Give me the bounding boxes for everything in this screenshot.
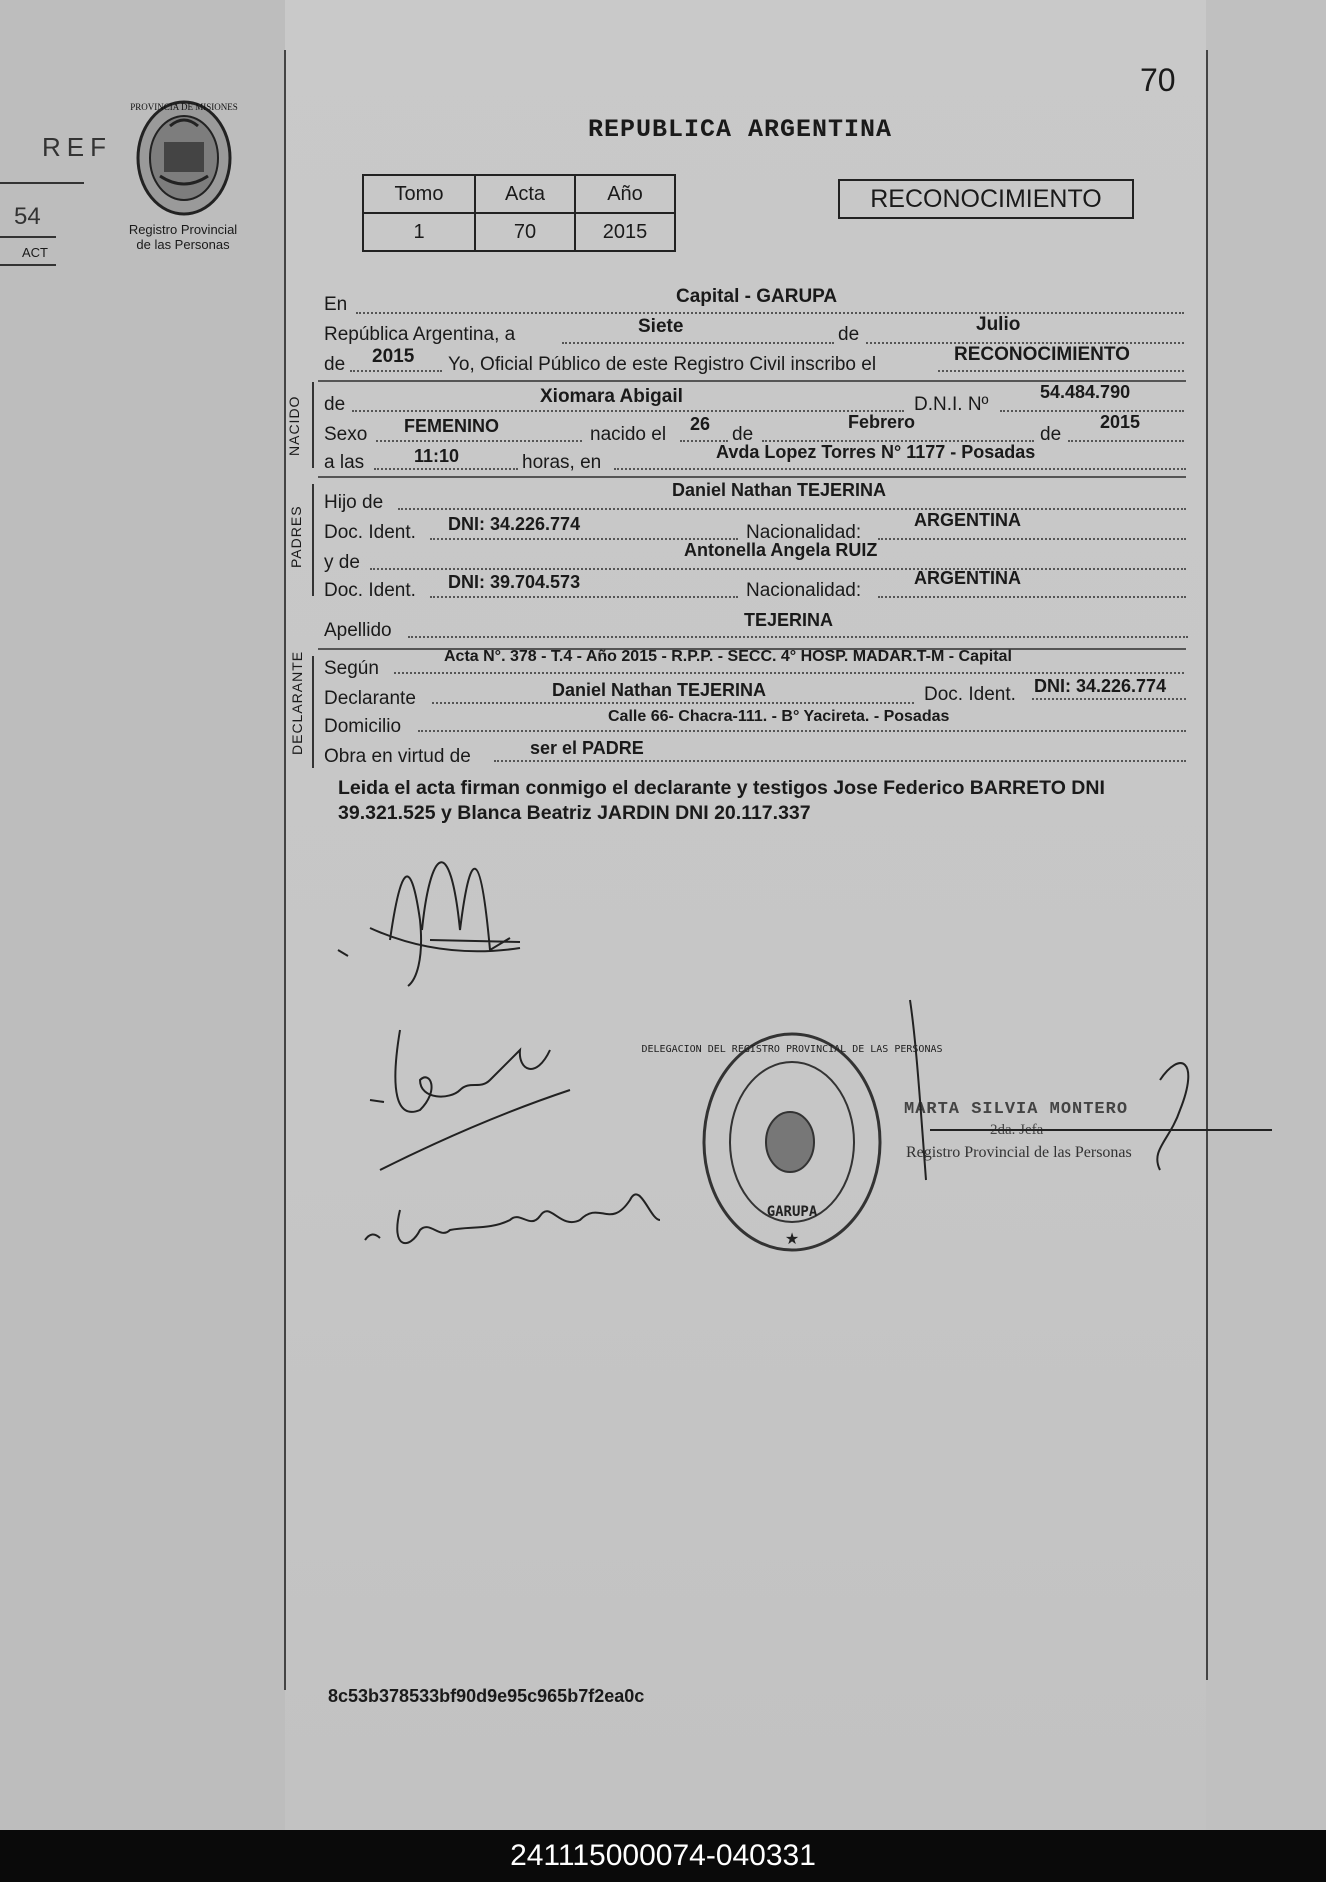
value-padre-nacionalidad: ARGENTINA [914,510,1021,530]
act-type-box: RECONOCIMIENTO [838,179,1134,219]
registry-table [362,174,676,252]
adjacent-page-act-fragment: ACT [22,245,48,260]
registry-logo [130,96,238,224]
label-doc-ident-2: Doc. Ident. [324,580,416,601]
value-padre-doc: DNI: 34.226.774 [448,514,581,534]
label-nacionalidad-2: Nacionalidad: [746,580,862,601]
value-madre-nacionalidad: ARGENTINA [914,568,1021,588]
registry-value-tomo: 1 [363,213,475,251]
label-y-de: y de [324,552,360,573]
dotted-line [408,636,1188,638]
label-de-1: de [838,324,860,345]
label-yo-oficial: Yo, Oficial Público de este Registro Civil inscribo el [448,354,877,375]
value-dia: Siete [638,316,684,337]
registry-table-value-row [363,213,675,251]
dotted-line [1068,440,1184,442]
value-nac-mes: Febrero [848,412,916,432]
value-apellido: TEJERINA [744,610,834,630]
label-horas-en: horas, en [522,452,602,473]
value-mes: Julio [976,314,1021,335]
dotted-line [878,596,1186,598]
logo-caption-line-2: de las Personas [136,237,230,252]
value-lugar-nacimiento: Avda Lopez Torres N° 1177 - Posadas [716,442,1036,462]
signature-testigo-1 [360,1010,590,1160]
stamp-ring-text: DELEGACION DEL REGISTRO PROVINCIAL DE LAS PERSONAS [641,1044,943,1055]
signature-official [820,1000,1280,1200]
logo-ring-text: PROVINCIA DE MISIONES [130,102,238,112]
left-page-strip [0,0,285,1830]
official-name: MARTA SILVIA MONTERO [904,1100,1129,1119]
signature-declarante [320,810,560,1000]
label-de-4: de [1040,424,1062,445]
value-nac-dia: 26 [690,414,711,434]
document-hash: 8c53b378533bf90d9e95c965b7f2ea0c [328,1686,645,1706]
dotted-line [356,312,1184,314]
left-margin-line [284,50,286,1690]
dotted-line [430,596,738,598]
label-doc-ident-1: Doc. Ident. [324,522,416,543]
dotted-line [1032,698,1186,700]
footer-code: 241115000074-040331 [0,1830,1326,1882]
dotted-line [350,370,442,372]
value-madre-doc: DNI: 39.704.573 [448,572,581,592]
signature-testigo-2 [360,1160,720,1270]
registry-header-tomo: Tomo [363,175,475,213]
dotted-line [370,568,1186,570]
adjacent-page-rule-2 [0,236,56,238]
dotted-line [398,508,1186,510]
dotted-line [376,440,582,442]
side-label-declarante: DECLARANTE [289,650,305,755]
label-nacido-el: nacido el [590,424,667,445]
value-lugar-inscripcion: Capital - GARUPA [676,286,838,307]
label-doc-ident-3: Doc. Ident. [924,684,1016,705]
value-nac-anio: 2015 [1100,412,1141,432]
adjacent-page-number-fragment: 54 [14,203,41,230]
official-office: Registro Provincial de las Personas [906,1144,1132,1161]
label-a-las: a las [324,452,365,473]
logo-caption [118,222,248,252]
adjacent-page-rule [0,182,84,184]
value-declarante-doc: DNI: 34.226.774 [1034,676,1167,696]
label-domicilio: Domicilio [324,716,402,737]
side-label-padres: PADRES [288,505,304,568]
label-nacionalidad-1: Nacionalidad: [746,522,862,543]
dotted-line [432,702,914,704]
value-madre: Antonella Angela RUIZ [684,540,878,560]
value-anio: 2015 [372,346,415,367]
dotted-line [1000,410,1184,412]
page-number: 70 [1140,62,1176,98]
registry-header-acta: Acta [475,175,575,213]
label-apellido: Apellido [324,620,392,641]
label-sexo: Sexo [324,424,368,445]
registry-value-acta: 70 [475,213,575,251]
dotted-line [878,538,1186,540]
side-label-nacido: NACIDO [286,395,302,456]
value-domicilio: Calle 66- Chacra-111. - B° Yacireta. - Posadas [608,708,950,725]
reading-statement: Leida el acta firman conmigo el declarante y testigos Jose Federico BARRETO DNI 39.321.525 y Blanca Beatriz JARDIN DNI 20.117.337 [338,777,1105,824]
label-hijo-de: Hijo de [324,492,384,513]
right-page-strip [1206,0,1326,1830]
label-republica: República Argentina, a [324,324,516,345]
value-segun: Acta N°. 378 - T.4 - Año 2015 - R.P.P. - SECC. 4° HOSP. MADAR.T-M - Capital [444,648,1012,665]
official-title: 2da. Jefa [990,1122,1044,1138]
document-title: REPUBLICA ARGENTINA [587,115,893,144]
label-de-nombre: de [324,394,346,415]
registry-table-header-row [363,175,675,213]
value-declarante: Daniel Nathan TEJERINA [552,680,767,700]
label-declarante: Declarante [324,688,416,709]
value-dni: 54.484.790 [1040,382,1131,402]
dotted-line [352,410,904,412]
value-hora: 11:10 [414,446,460,466]
logo-caption-line-1: Registro Provincial [128,222,238,237]
adjacent-page-title-fragment: REF [42,132,112,162]
registry-value-anio: 2015 [575,213,675,251]
value-padre: Daniel Nathan TEJERINA [672,480,887,500]
label-dni: D.N.I. Nº [914,394,989,415]
dotted-line [938,370,1184,372]
nacido-bracket [312,382,314,468]
declarante-bracket [312,656,314,768]
stamp-star-icon: ★ [784,1231,800,1248]
value-sexo: FEMENINO [404,416,500,436]
adjacent-page-rule-3 [0,264,56,266]
registry-header-anio: Año [575,175,675,213]
label-segun: Según [324,658,379,679]
dotted-line [614,468,1186,470]
stamp-location: GARUPA [766,1204,818,1220]
section-divider [318,476,1186,478]
dotted-line [374,468,518,470]
label-obra-en-virtud: Obra en virtud de [324,746,471,767]
value-nombre: Xiomara Abigail [540,386,683,407]
label-en: En [324,294,348,315]
label-de-2: de [324,354,346,375]
value-acto: RECONOCIMIENTO [954,344,1130,365]
dotted-line [418,730,1186,732]
dotted-line [494,760,1186,762]
right-margin-line [1206,50,1208,1680]
label-de-3: de [732,424,754,445]
padres-bracket [312,484,314,596]
value-obra: ser el PADRE [530,738,644,758]
dotted-line [394,672,1184,674]
dotted-line [562,342,834,344]
